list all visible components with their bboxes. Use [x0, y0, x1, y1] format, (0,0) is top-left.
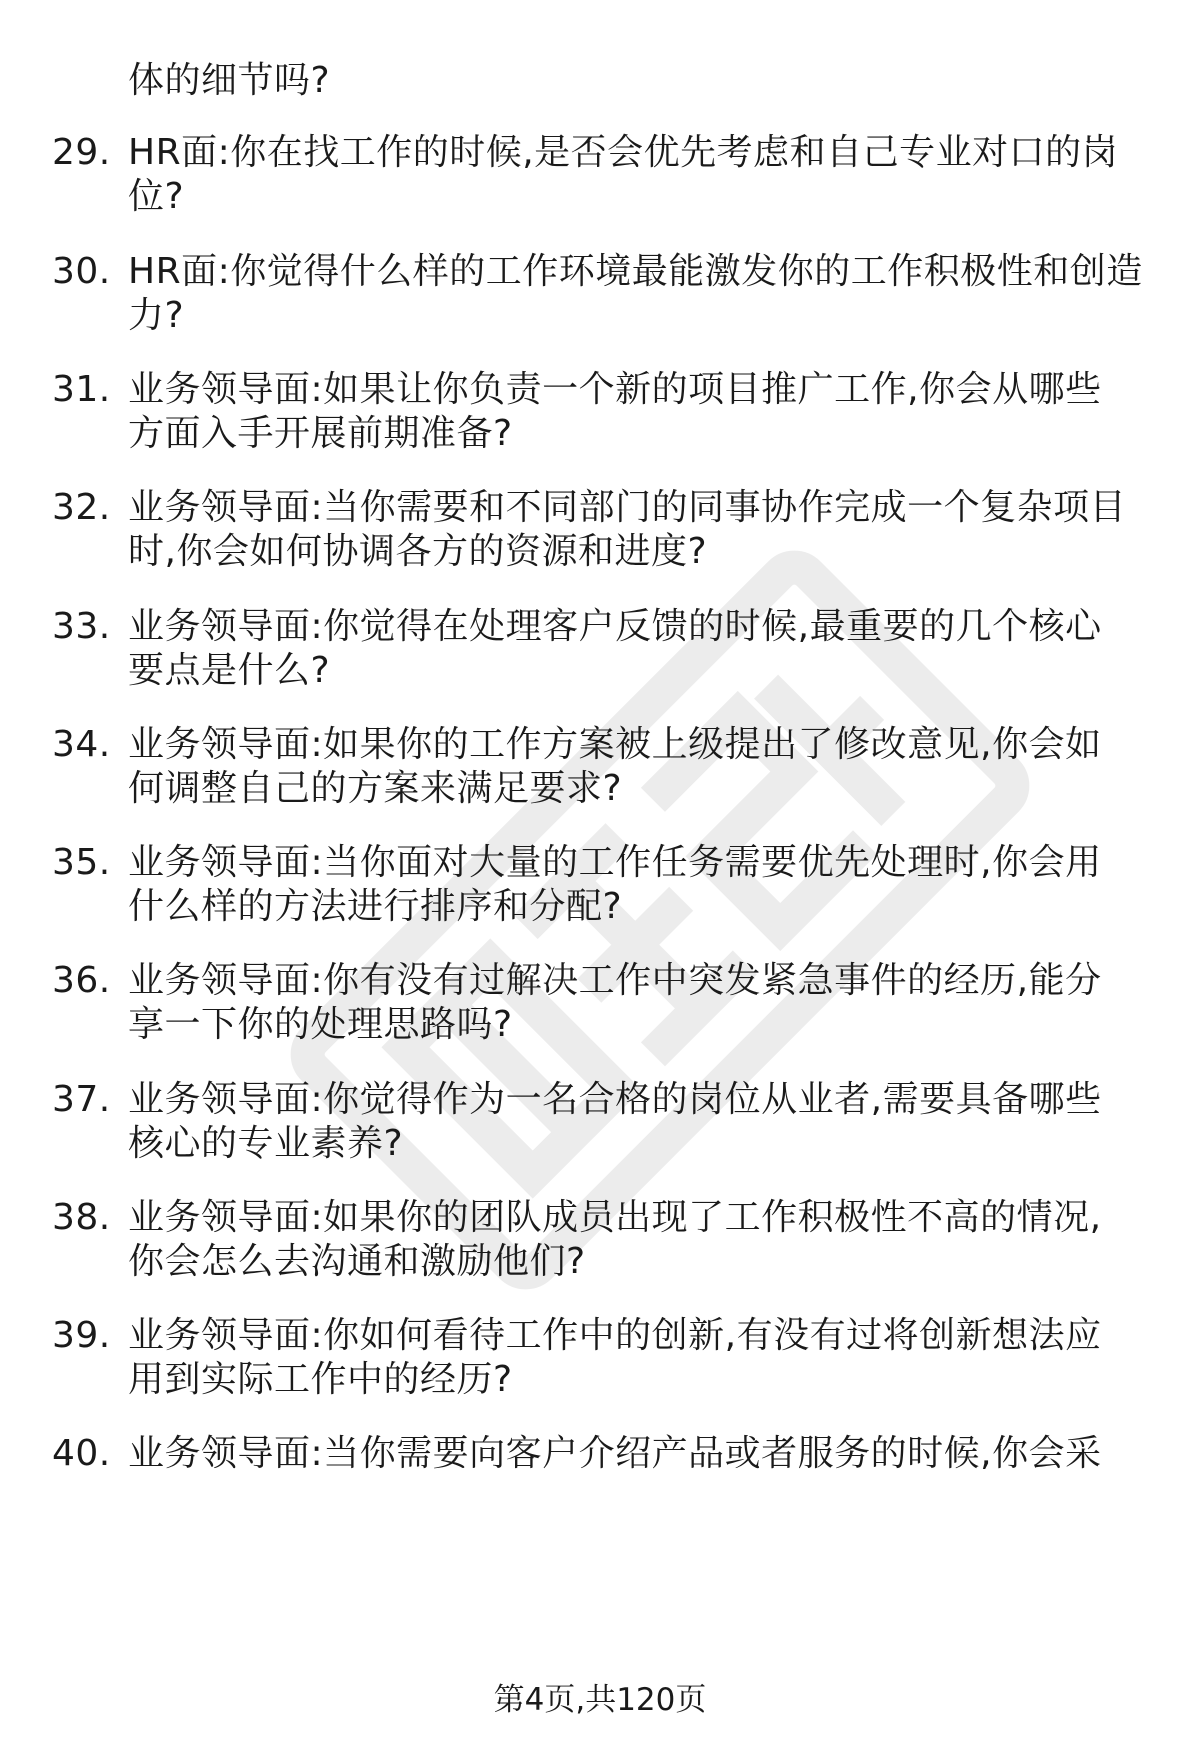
- question-text-line: 什么样的方法进行排序和分配?: [128, 886, 623, 927]
- question-text-line: 核心的专业素养?: [128, 1123, 404, 1164]
- question-number: 40.: [52, 1433, 111, 1474]
- question-text-line: HR面:你在找工作的时候,是否会优先考虑和自己专业对口的岗: [128, 132, 1119, 173]
- question-number: 39.: [52, 1315, 111, 1356]
- question-text-line: 方面入手开展前期准备?: [128, 413, 513, 454]
- question-text-line: 业务领导面:如果你的团队成员出现了工作积极性不高的情况,: [128, 1197, 1102, 1238]
- question-text-line: 业务领导面:你如何看待工作中的创新,有没有过将创新想法应: [128, 1315, 1102, 1356]
- question-text-line: 力?: [128, 295, 185, 336]
- question-text-line: 时,你会如何协调各方的资源和进度?: [128, 531, 708, 572]
- question-text-line: 何调整自己的方案来满足要求?: [128, 768, 623, 809]
- question-text-line: 业务领导面:如果让你负责一个新的项目推广工作,你会从哪些: [128, 369, 1102, 410]
- question-text-line: 业务领导面:当你需要向客户介绍产品或者服务的时候,你会采: [128, 1433, 1102, 1474]
- question-number: 30.: [52, 251, 111, 292]
- question-text-line: 业务领导面:你觉得在处理客户反馈的时候,最重要的几个核心: [128, 606, 1102, 647]
- question-number: 38.: [52, 1197, 111, 1238]
- question-text-line: HR面:你觉得什么样的工作环境最能激发你的工作积极性和创造: [128, 251, 1143, 292]
- question-number: 33.: [52, 606, 111, 647]
- question-text-line: 业务领导面:你有没有过解决工作中突发紧急事件的经历,能分: [128, 960, 1102, 1001]
- question-text-line: 享一下你的处理思路吗?: [128, 1004, 513, 1045]
- question-text-line: 你会怎么去沟通和激励他们?: [128, 1241, 586, 1282]
- question-text-line: 业务领导面:你觉得作为一名合格的岗位从业者,需要具备哪些: [128, 1079, 1102, 1120]
- question-number: 34.: [52, 724, 111, 765]
- question-text-line: 位?: [128, 176, 185, 217]
- question-number: 32.: [52, 487, 111, 528]
- question-text-line: 业务领导面:当你需要和不同部门的同事协作完成一个复杂项目: [128, 487, 1127, 528]
- question-text-line: 用到实际工作中的经历?: [128, 1359, 513, 1400]
- question-number: 36.: [52, 960, 111, 1001]
- page-footer: 第4页,共120页: [493, 1682, 707, 1718]
- question-number: 37.: [52, 1079, 111, 1120]
- question-number: 31.: [52, 369, 111, 410]
- question-text-line: 业务领导面:如果你的工作方案被上级提出了修改意见,你会如: [128, 724, 1102, 765]
- question-number: 29.: [52, 132, 111, 173]
- question-number: 35.: [52, 842, 111, 883]
- continuation-text: 体的细节吗?: [128, 60, 331, 101]
- question-text-line: 业务领导面:当你面对大量的工作任务需要优先处理时,你会用: [128, 842, 1102, 883]
- question-text-line: 要点是什么?: [128, 650, 331, 691]
